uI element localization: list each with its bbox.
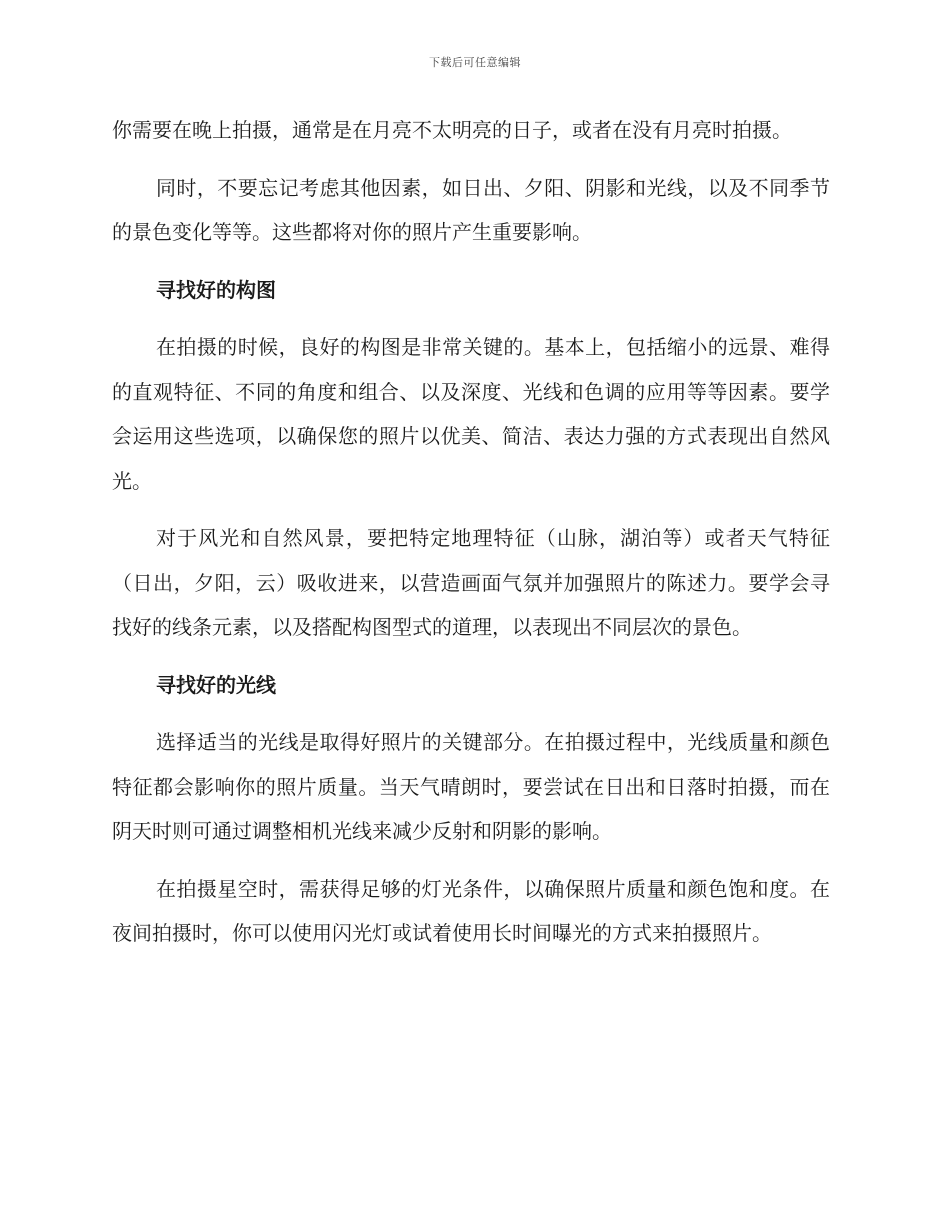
paragraph: 你需要在晚上拍摄，通常是在月亮不太明亮的日子，或者在没有月亮时拍摄。	[112, 118, 792, 142]
section-heading: 寻找好的光线	[156, 672, 276, 697]
paragraph: 在拍摄的时候，良好的构图是非常关键的。基本上，包括缩小的远景、难得的直观特征、不同的角度和组合、以及深度、光线和色调的应用等等因素。要学会运用这些选项，以确保您的照片以优美、简洁、表达力强的方式表现出自然风光。	[112, 335, 830, 493]
document-body	[112, 108, 830, 969]
page-header: 下载后可任意编辑	[429, 56, 521, 69]
paragraph: 在拍摄星空时，需获得足够的灯光条件，以确保照片质量和颜色饱和度。在夜间拍摄时，你可以使用闪光灯或试着使用长时间曝光的方式来拍摄照片。	[112, 876, 830, 945]
paragraph: 同时，不要忘记考虑其他因素，如日出、夕阳、阴影和光线，以及不同季节的景色变化等等。这些都将对你的照片产生重要影响。	[112, 175, 830, 244]
paragraph: 选择适当的光线是取得好照片的关键部分。在拍摄过程中，光线质量和颜色特征都会影响你的照片质量。当天气晴朗时，要尝试在日出和日落时拍摄，而在阴天时则可通过调整相机光线来减少反射和阴影的影响。	[112, 730, 830, 843]
paragraph: 对于风光和自然风景，要把特定地理特征（山脉，湖泊等）或者天气特征（日出，夕阳，云）吸收进来，以营造画面气氛并加强照片的陈述力。要学会寻找好的线条元素，以及搭配构图型式的道理，以表现出不同层次的景色。	[112, 526, 830, 639]
section-heading: 寻找好的构图	[156, 277, 276, 302]
